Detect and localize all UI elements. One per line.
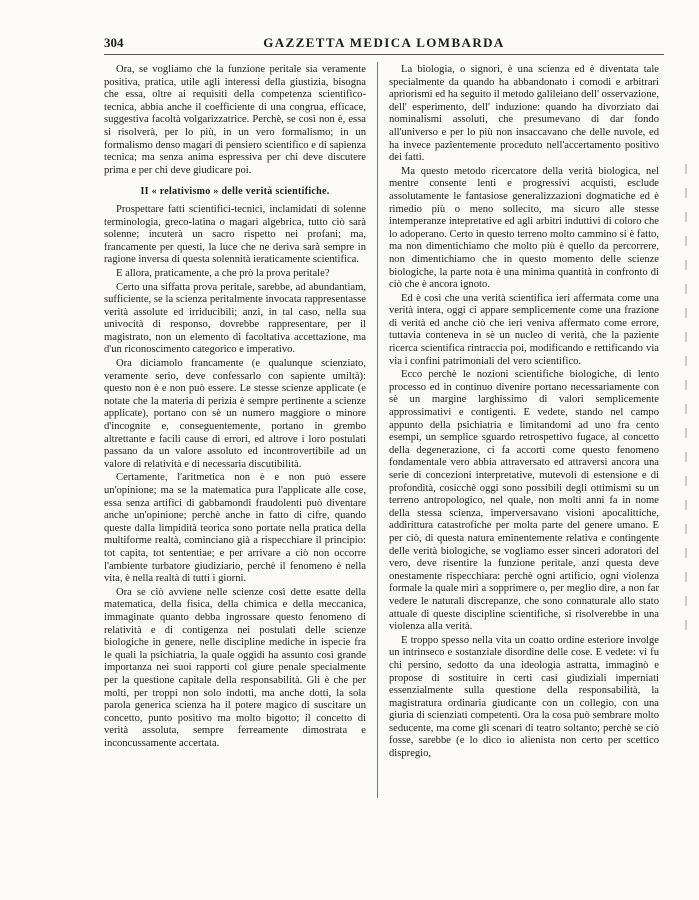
page-number: 304 — [104, 35, 124, 50]
left-column — [104, 64, 366, 751]
paragraph: Ora se ciò avviene nelle scienze così dette esatte della matematica, della fisica, della chimica e della meccanica, immaginate quanto debba ingrossare questo fenomeno di relatività e di contigenza nei postulati delle scienze biologiche in genere, nelle discipline mediche in ispecie fra le quali la psichiatria, la quale oggidì ha assunto così grande importanza nei suoi rapporti col giure penale specialmente per la questione capitale della responsabilità. Gli è che per molti, per troppi non solo indotti, ma anche dotti, la sola parola generica scienza ha il potere magico di suscitare un concetto, punto positivo ma molto bigotto; il concetto di verità assoluta, sempre ferreamente dimostrata e inconcussamente accertata. — [104, 586, 366, 749]
running-header — [104, 32, 664, 55]
paragraph: Certamente, l'aritmetica non è e non può essere un'opinione; ma se la matematica pura l'applicate alle cose, essa senza artifici di gabbamondi fraudolenti può diventare anche un'opinione; perchè anche in fatto di cifre, quando queste dalla limpidità teorica sono portate nella pratica della multiforme realtà, cominciano già a rispecchiare il principio: tot capita, tot sententiae; e per arrivare a ciò non occorre l'ambiente turbatore giudiziario, perchè il fenomeno è nella vita, è nella realtà di tutti i giorni. — [104, 472, 366, 585]
paragraph: Ecco perchè le nozioni scientifiche biologiche, di lento processo ed in continuo divenire portano necessariamente con sè un margine larghissimo di valori semplicemente approssimativi e contigenti. E vedete, stando nel campo appunto della psichiatria e limitandomi ad uno fra cento esempi, un semplice sguardo retrospettivo fugace, al concetto della degenerazione, ci fa accorti come questo fenomeno fondamentale vero abbia attraversato ed attraversi ancora una serie di concezioni interpretative, mutevoli di estensione e di profondità, cosicchè oggi sono possibili degli ottimismi su un terreno antropologico, nel quale, non molti anni fa in nome della stessa scienza, imperversavano visioni apocalittiche, addirittura catastrofiche per molta parte del genere umano. E per ciò, di questa natura eminentemente relativa e contingente delle verità biologiche, se vogliamo esser sinceri adoratori del vero, deve risentire la funzione peritale, anzi questa deve onestamente rispecchiara: perchè ogni artificio, ogni violenza formale la quale miri a sopprimere o, per meglio dire, a non far vedere le naturali discrepanze, che sono connaturale allo stato attuale di queste discipline scientifiche, si risolverebbe in una violenza alla verità. — [389, 369, 659, 633]
paragraph: Prospettare fatti scientifici-tecnici, inclamidati di solenne terminologia, greco-latina o magari algebrica, tutto ciò sarà solenne; incuterà un sacro rispetto nei profani; ma, francamente per questi, la luce che ne deriva sarà sempre in ragione inversa di questa solennità ieraticamente scientifica. — [104, 203, 366, 266]
paragraph: E troppo spesso nella vita un coatto ordine esteriore involge un intrinseco e sostanziale disordine delle cose. E vedete: vi fu chi persino, sedotto da una ideologia astratta, immaginò e propose di sostituire in certi casi giudiziali imperniati essenzialmente sulla questione della responsabilità, la magistratura ordinaria giudicante con un collegio, con una giurìa di scienziati competenti. Ora la cosa può sembrare molto seducente, ma come gli scenari di teatro soltanto; perchè se ciò fosse, sarebbe (e lo dico io alienista non certo per scettico dispregio, — [389, 634, 659, 760]
right-column — [389, 64, 659, 762]
section-heading: II « relativismo » delle verità scientifiche. — [140, 186, 330, 198]
paragraph: Certo una siffatta prova peritale, sarebbe, ad abundantiam, sufficiente, se la scienza peritalmente invocata rappresentasse verità assolute ed irriducibili; anzi, in tal caso, nella sua univocità di responso, dovrebbe rappresentare, per il magistrato, non un elemento di facoltativa accettazione, ma d'un riconoscimento categorico e imperativo. — [104, 281, 366, 356]
paragraph: E allora, praticamente, a che prò la prova peritale? — [116, 267, 330, 279]
page-edge-bleed — [680, 150, 692, 710]
paragraph: Ora diciamolo francamente (e qualunque scienziato, veramente serio, deve confessarlo con sapiente umiltà): questo non è e non può essere. Le stesse scienze applicate (e notate che la materia di perizia è sempre pertinente a scienze applicate), portano con sè un numero maggiore o minore d'incognite e, conseguentemente, portano in grembo altrettante e facili cause di errori, ed altrove i loro postulati passano da un valore assoluto ed incontrovertibile ad un valore di relatività e di necessaria discutibilità. — [104, 358, 366, 470]
paragraph: Ed è così che una verità scientifica ieri affermata come una verità intera, oggi ci appare semplicemente come una frazione di verità ed anche ciò che ieri veniva affermato come errore, tuttavia conteneva in sè un nucleo di verità, che la paziente ricerca scientifica rintraccia poi, modificando e rettificando via via i confini patrimoniali del vero scientifico. — [389, 292, 659, 367]
paragraph: Ma questo metodo ricercatore della verità biologica, nel mentre consente lenti e progressivi acquisti, esclude assolutamente le fantasiose generalizzazioni dogmatiche ed è rimedio più o meno sollecito, ma sicuro alle stesse intemperanze intepretative ed agli arbitri induttivi di coloro che lo adoperano. Certo in questo terreno molto cammino si è fatto, ma non dimentichiamo che molto più è quello da percorrere, non dimentichiamo che in questo momento delle scienze biologiche, la parte nota è una minima quantità in confronto di ciò che è ancora ignoto. — [389, 165, 659, 291]
journal-title: GAZZETTA MEDICA LOMBARDA — [263, 35, 505, 50]
paragraph: Ora, se vogliamo che la funzione peritale sia veramente positiva, pratica, utile agli interessi della giustizia, bisogna che essa, oltre ai requisiti della competenza scientifico-tecnica, abbia anche il coefficiente di una congrua, efficace, suggestiva facoltà volgarizzatrice. Perchè, se così non è, essa si risolverà, per lo più, in un vero formalismo; in un formalismo denso magari di pensiero scientifico e di sapienza tecnica; ma senza anima espressiva per chi deve discutere prima e per chi deve giudicare poi. — [104, 64, 366, 176]
column-divider — [377, 62, 378, 798]
paragraph: La biologia, o signori, è una scienza ed è diventata tale specialmente da quando ha abbandonato i comodi e arbitrari apriorismi ed ha seguito il metodo galileiano dell' osservazione, dell' esperimento, dell' induzione: quando ha divorziato dai nominalismi assoluti, che presumevano di dar fondo all'universo e per lo più non insaccavano che delle nuvole, ed ha invece pazientemente proceduto nell'accertamento positivo dei fatti. — [389, 64, 659, 164]
